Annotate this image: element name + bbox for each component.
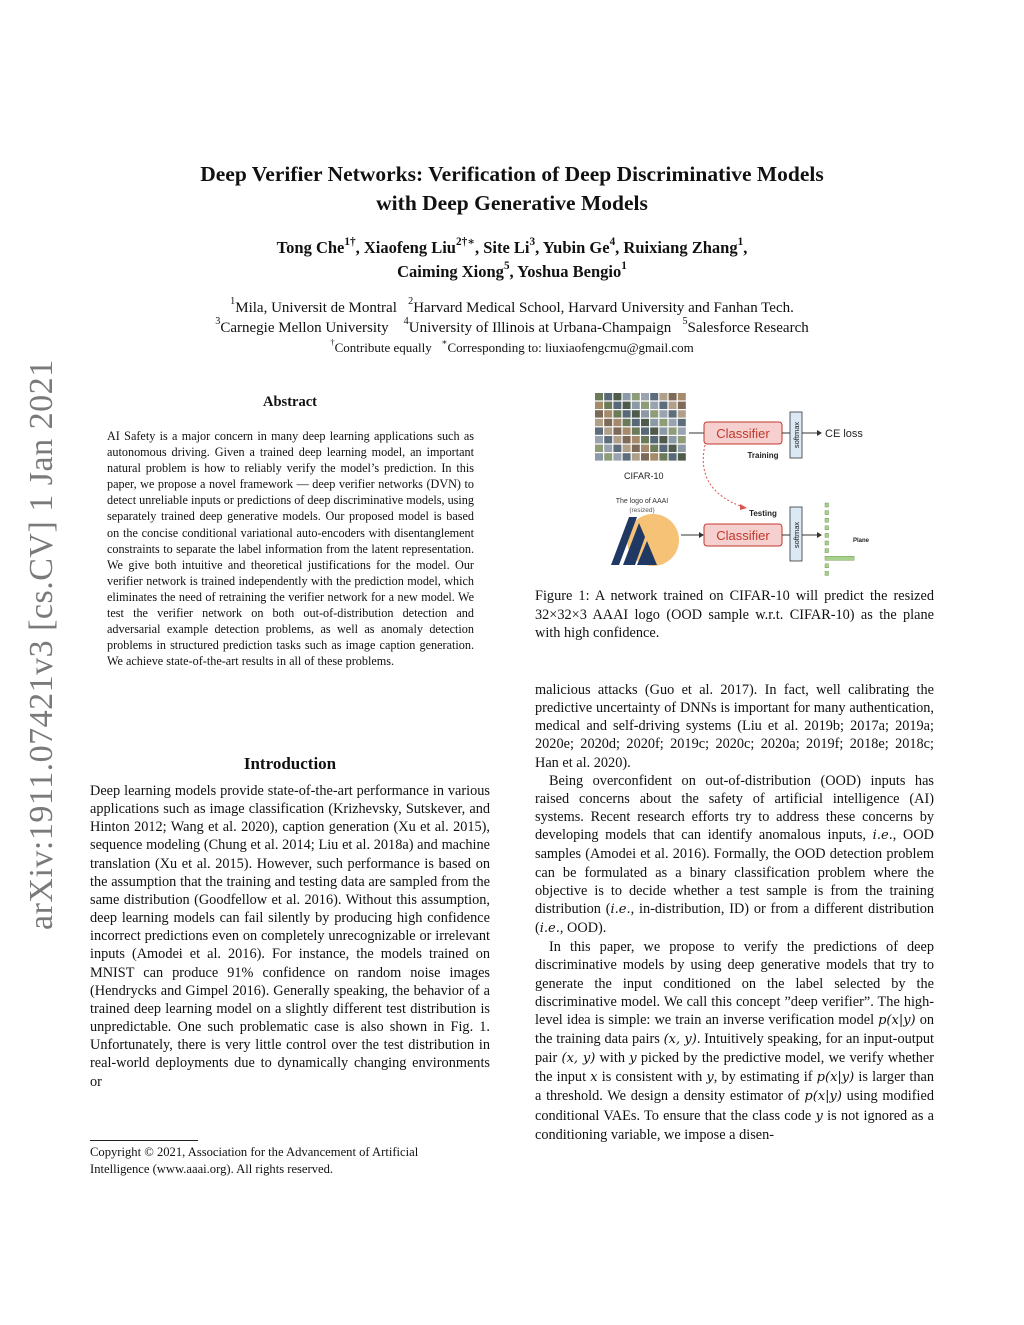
author-separator: , — [743, 238, 748, 257]
cifar-thumbnail — [613, 445, 621, 452]
paragraph — [535, 772, 934, 938]
probability-bar — [825, 518, 829, 522]
cifar-thumbnail — [604, 453, 612, 460]
cifar-thumbnail — [623, 402, 631, 409]
cifar-thumbnail — [613, 410, 621, 417]
logo-caption-resized: (resized) — [629, 507, 655, 514]
affiliations — [80, 298, 944, 358]
affiliation-text: Salesforce Research — [687, 320, 809, 336]
cifar-thumbnail — [595, 410, 603, 417]
cifar-thumbnail — [659, 427, 667, 434]
text-run: is consistent with — [597, 1069, 707, 1086]
math-inline: x — [590, 1070, 598, 1086]
cifar-thumbnail — [678, 402, 686, 409]
author-name: , Yubin Ge — [535, 238, 610, 257]
text-run: In this paper, we propose to verify the predictions of deep discriminative models by using deep generative models that try to generate the input conditioned on the label selected by the discriminative model. We call this concept ”deep verifier”. The high-level idea is simple: we train an inverse verification model — [535, 939, 934, 1028]
cifar-thumbnail — [669, 419, 677, 426]
ie-abbrev: i.e. — [610, 901, 631, 917]
arrow-head — [817, 430, 822, 436]
text-run: , OOD). — [559, 920, 607, 937]
author-affil-mark: 3 — [529, 235, 536, 248]
author-name: , Site Li — [474, 238, 530, 257]
cifar-thumbnail — [613, 453, 621, 460]
affiliation-text: Contribute equally — [334, 340, 432, 355]
ie-abbrev: i.e. — [872, 828, 893, 844]
math-inline: y — [815, 1108, 823, 1124]
cifar-thumbnail — [659, 419, 667, 426]
arrow-head — [817, 532, 822, 538]
affil-mark: 4 — [403, 316, 409, 328]
author-affil-mark: 1 — [737, 235, 744, 248]
math-inline: y — [706, 1070, 714, 1086]
affiliation-text: University of Illinois at Urbana-Champaign — [408, 320, 672, 336]
training-label: Training — [747, 451, 779, 460]
author-name: , Yoshua Bengio — [509, 262, 622, 281]
cifar-thumbnail — [659, 436, 667, 443]
affiliation-text: Harvard Medical School, Harvard University and Fanhan Tech. — [413, 300, 794, 316]
cifar-thumbnail — [650, 445, 658, 452]
affiliation-line-2 — [80, 318, 944, 338]
cifar-thumbnail — [613, 393, 621, 400]
text-run: picked by the predictive model, we verify whether the input — [535, 1050, 934, 1086]
math-inline: (x, y) — [663, 1031, 697, 1047]
cifar-thumbnail — [678, 427, 686, 434]
cifar-thumbnail — [613, 402, 621, 409]
cifar-thumbnail — [669, 402, 677, 409]
footnote-line: Intelligence (www.aaai.org). All rights reserved. — [90, 1161, 334, 1176]
cifar-thumbnail — [604, 436, 612, 443]
affil-mark: ∗ — [441, 337, 448, 348]
author-name: Tong Che — [276, 238, 345, 257]
title-line-2: with Deep Generative Models — [376, 191, 648, 215]
text-run: is not ignored as a conditioning variable, we impose a disen- — [535, 1107, 934, 1143]
cifar-thumbnail — [604, 445, 612, 452]
classifier-test-label: Classifier — [716, 528, 770, 543]
probability-bar — [825, 571, 829, 575]
author-affil-mark: 4 — [609, 235, 616, 248]
math-inline: (x, y) — [561, 1051, 596, 1067]
cifar-thumbnail — [678, 393, 686, 400]
cifar-thumbnail — [623, 445, 631, 452]
cifar-thumbnail — [604, 427, 612, 434]
cifar-thumbnail — [632, 427, 640, 434]
cifar-thumbnail — [641, 402, 649, 409]
text-run: , in-distribution, ID) or from a different distribution ( — [535, 900, 934, 937]
cifar-thumbnail — [659, 393, 667, 400]
cifar-thumbnail — [623, 393, 631, 400]
cifar-thumbnail — [632, 393, 640, 400]
cifar-thumbnail — [650, 410, 658, 417]
cifar-thumbnail — [632, 410, 640, 417]
probability-bar — [825, 503, 829, 507]
cifar-thumbnail — [641, 393, 649, 400]
affil-mark: † — [330, 337, 335, 348]
abstract-text: AI Safety is a major concern in many deep learning applications such as autonomous driving. Given a trained deep learning model, an important natural problem is how to reliably verify the model’s prediction. In this paper, we propose a novel framework — deep verifier networks (DVN) to detect unreliable inputs or predictions of deep discriminative models, using separately trained deep generative models. Our proposed model is based on the concise conditional variational auto-encoders with disentanglement constraints to separate the label information from the latent representation. We give both intuitive and theoretical justifications for the model. Our verifier network is trained independently with the prediction model, which eliminates the need of retraining the verifier network for a new model. We test the verifier network on both out-of-distribution detection and adversarial example detection problems, as well as anomaly detection problems in structured prediction tasks such as image caption generation. We achieve state-of-the-art results in all of these problems. — [107, 429, 474, 669]
author-affil-mark: 2†∗ — [455, 235, 475, 248]
author-name: Caiming Xiong — [397, 262, 504, 281]
cifar-thumbnail — [659, 410, 667, 417]
introduction-text: Deep learning models provide state-of-the-art performance in various applications such as image classification (Krizhevsky, Sutskever, and Hinton 2012; Wang et al. 2020), caption generation (Xu et al. 2015), sequence modeling (Chung et al. 2014; Liu et al. 2018a) and machine translation (Xu et al. 2015). However, such performance is based on the assumption that the training and testing data are sampled from the same distribution (Goodfellow et al. 2016). Without this assumption, deep learning models can fail silently by producing high confidence incorrect predictions even on completely unrecognizable or irrelevant inputs (Amodei et al. 2016). For instance, the models trained on MNIST can produce 91% confidence on random noise images (Hendrycks and Gimpel 2016). Generally speaking, the behavior of a trained deep learning model on a slightly different test distribution is unpredictable. One such problematic case is also shown in Fig. 1. Unfortunately, there is very little control over the test distribution in real-world deployments due to dynamically changing environments or — [90, 783, 490, 1090]
affiliation-line-3 — [80, 338, 944, 358]
cifar-thumbnail — [669, 453, 677, 460]
probability-bar — [825, 526, 829, 530]
cifar-thumbnail — [678, 419, 686, 426]
paragraph — [535, 938, 934, 1144]
weight-transfer-arrow — [703, 445, 743, 507]
copyright-footnote — [90, 1144, 490, 1177]
cifar-thumbnail — [623, 410, 631, 417]
math-inline: p(x|y) — [804, 1089, 842, 1105]
cifar-thumbnail — [595, 402, 603, 409]
text-run: , by estimating if — [713, 1069, 817, 1086]
cifar-thumbnail — [678, 453, 686, 460]
text-run: Being overconfident on out-of-distribution (OOD) inputs has raised concerns about the safety of artificial intelligence (AI) systems. Recent research efforts try to address these concerns by developing models that can identify anomalous inputs, — [535, 772, 934, 844]
cifar-thumbnail — [650, 453, 658, 460]
text-run: on the training data pairs — [535, 1011, 934, 1047]
math-inline: y — [629, 1051, 637, 1067]
logo-caption: The logo of AAAI — [615, 498, 669, 505]
cifar-thumbnail — [632, 445, 640, 452]
cifar-thumbnail — [669, 436, 677, 443]
dataset-label: CIFAR-10 — [624, 471, 664, 481]
figure-1-diagram — [585, 385, 905, 585]
cifar-thumbnail — [613, 419, 621, 426]
text-run: using modified conditional VAEs. To ensure that the class code — [535, 1088, 934, 1124]
arrow-head — [699, 532, 704, 538]
text-run: . Intuitively speaking, for an input-output pair — [535, 1030, 934, 1067]
footnote-line: Copyright © 2021, Association for the Advancement of Artificial — [90, 1145, 419, 1159]
author-list — [80, 236, 944, 284]
predicted-class-label: Plane — [853, 538, 870, 544]
paper-title — [80, 160, 944, 218]
cifar-thumbnail — [623, 427, 631, 434]
cifar-thumbnail — [659, 445, 667, 452]
text-run: with — [595, 1050, 630, 1067]
cifar-thumbnail — [669, 410, 677, 417]
ce-loss-label: CE loss — [825, 428, 863, 440]
cifar-thumbnail — [623, 419, 631, 426]
math-inline: p(x|y) — [878, 1012, 916, 1028]
probability-bar — [825, 556, 854, 560]
author-line-2 — [80, 260, 944, 284]
paragraph: malicious attacks (Guo et al. 2017). In fact, well calibrating the predictive uncertainty of DNNs is important for many authentication, medical and self-driving systems (Liu et al. 2019b; 2017a; 2019a; 2020e; 2020d; 2020f; 2019c; 2020c; 2020a; 2019f; 2018e; 2018c; Han et al. 2020). — [535, 682, 934, 771]
cifar-thumbnail — [595, 419, 603, 426]
title-line-1: Deep Verifier Networks: Verification of Deep Discriminative Models — [200, 162, 824, 186]
figure-1-caption: Figure 1: A network trained on CIFAR-10 will predict the resized 32×32×3 AAAI logo (OOD sample w.r.t. CIFAR-10) as the plane with high confidence. — [535, 588, 934, 641]
author-line-1 — [80, 236, 944, 260]
text-run: , OOD samples (Amodei et al. 2016). Formally, the OOD detection problem can be formulated as a binary classification problem where the objective is to decide whether a test sample is from the training distribution ( — [535, 827, 935, 917]
affil-mark: 2 — [408, 296, 414, 308]
cifar-thumbnail — [650, 402, 658, 409]
cifar-thumbnail — [595, 427, 603, 434]
author-affil-mark: 1† — [344, 235, 356, 248]
right-column-text — [535, 681, 934, 1144]
cifar-thumbnail — [641, 453, 649, 460]
affiliation-line-1 — [80, 298, 944, 318]
classifier-train-label: Classifier — [716, 426, 770, 441]
cifar-thumbnail — [641, 419, 649, 426]
cifar-thumbnail — [650, 393, 658, 400]
cifar-thumbnail — [604, 393, 612, 400]
cifar-thumbnail — [632, 402, 640, 409]
author-name: , Ruixiang Zhang — [615, 238, 738, 257]
cifar-thumbnail — [669, 393, 677, 400]
cifar-thumbnail — [604, 410, 612, 417]
introduction-heading: Introduction — [243, 754, 337, 773]
testing-label: Testing — [749, 509, 777, 518]
probability-bar — [825, 564, 829, 568]
affil-mark: 1 — [230, 296, 236, 308]
probability-bar — [825, 533, 829, 537]
softmax-probability-bars — [825, 503, 854, 575]
cifar-thumbnail — [632, 419, 640, 426]
cifar-image-grid — [595, 393, 686, 461]
cifar-thumbnail — [659, 453, 667, 460]
cifar-thumbnail — [623, 453, 631, 460]
aaai-logo-image — [611, 514, 679, 566]
cifar-thumbnail — [641, 410, 649, 417]
cifar-thumbnail — [604, 402, 612, 409]
cifar-thumbnail — [641, 445, 649, 452]
softmax-test-label: softmax — [792, 521, 801, 549]
softmax-train-label: softmax — [792, 421, 801, 449]
cifar-thumbnail — [650, 427, 658, 434]
cifar-thumbnail — [595, 393, 603, 400]
cifar-thumbnail — [669, 445, 677, 452]
contact-email: Corresponding to: liuxiaofengcmu@gmail.com — [447, 340, 694, 355]
cifar-thumbnail — [595, 453, 603, 460]
affiliation-text: Carnegie Mellon University — [220, 320, 389, 336]
cifar-thumbnail — [632, 453, 640, 460]
cifar-thumbnail — [613, 427, 621, 434]
author-affil-mark: 1 — [621, 259, 627, 272]
cifar-thumbnail — [659, 402, 667, 409]
cifar-thumbnail — [678, 410, 686, 417]
cifar-thumbnail — [678, 436, 686, 443]
affil-mark: 5 — [682, 316, 688, 328]
abstract-heading: Abstract — [263, 394, 317, 410]
probability-bar — [825, 549, 829, 553]
cifar-thumbnail — [641, 436, 649, 443]
cifar-thumbnail — [650, 419, 658, 426]
text-run: is larger than a threshold. We design a density estimator of — [535, 1069, 934, 1105]
arrow-head — [740, 504, 747, 510]
cifar-thumbnail — [623, 436, 631, 443]
affiliation-text: Mila, Universit de Montral — [235, 300, 397, 316]
cifar-thumbnail — [650, 436, 658, 443]
cifar-thumbnail — [595, 445, 603, 452]
cifar-thumbnail — [595, 436, 603, 443]
cifar-thumbnail — [613, 436, 621, 443]
cifar-thumbnail — [604, 419, 612, 426]
cifar-thumbnail — [641, 427, 649, 434]
cifar-thumbnail — [678, 445, 686, 452]
cifar-thumbnail — [632, 436, 640, 443]
cifar-thumbnail — [669, 427, 677, 434]
affil-mark: 3 — [215, 316, 221, 328]
probability-bar — [825, 511, 829, 515]
ie-abbrev: i.e. — [539, 921, 560, 937]
math-inline: p(x|y) — [816, 1070, 855, 1086]
author-name: , Xiaofeng Liu — [355, 238, 456, 257]
probability-bar — [825, 541, 829, 545]
footnote-divider — [90, 1140, 198, 1141]
author-affil-mark: 5 — [503, 259, 510, 272]
arxiv-identifier: arXiv:1911.07421v3 [cs.CV] 1 Jan 2021 — [23, 359, 60, 930]
